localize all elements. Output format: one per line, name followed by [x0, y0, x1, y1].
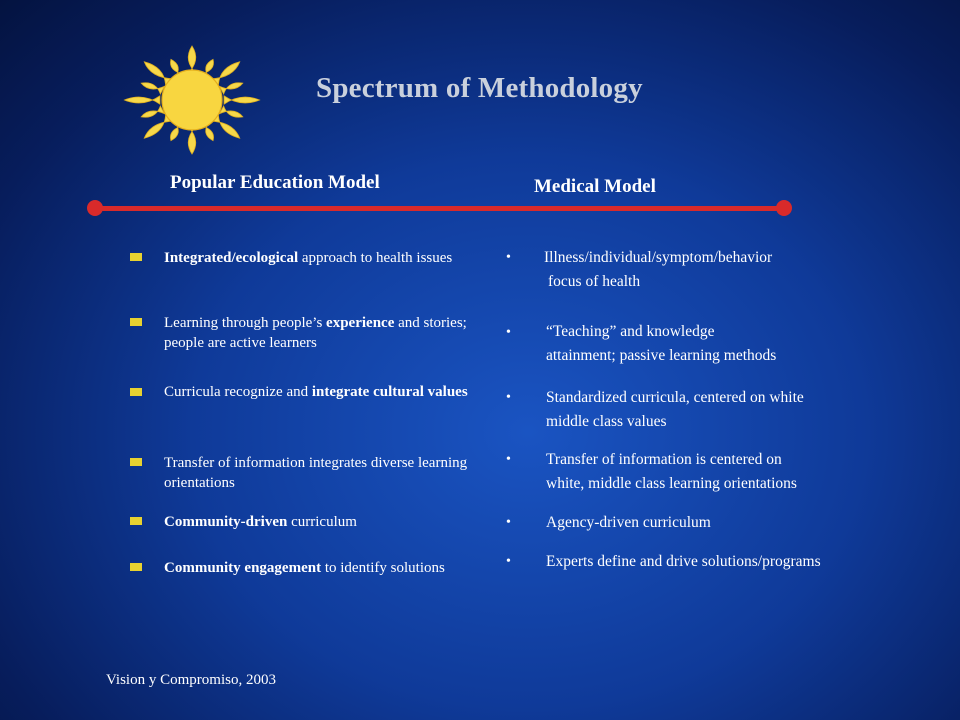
left-bullet-icon [130, 253, 142, 261]
sun-ray [220, 83, 243, 94]
right-bullet-icon: • [506, 554, 511, 569]
right-bullet-icon: • [506, 390, 511, 405]
left-item-4: Transfer of information integrates diverse learning orientations [164, 455, 468, 491]
slide-title: Spectrum of Methodology [316, 72, 643, 104]
right-item-6: Experts define and drive solutions/programs [546, 553, 821, 570]
right-item-5: Agency-driven curriculum [546, 514, 711, 531]
left-item-6: Community engagement to identify solutions [164, 560, 445, 576]
left-bullet-icon [130, 318, 142, 326]
right-bullet-icon: • [506, 515, 511, 530]
spectrum-endpoint-right [776, 200, 792, 216]
popular-education-heading: Popular Education Model [170, 172, 380, 193]
left-bullet-icon [130, 388, 142, 396]
spectrum-line [95, 206, 785, 211]
medical-model-heading: Medical Model [534, 176, 656, 197]
right-item-1: Illness/individual/symptom/behavior focus of health [544, 249, 773, 290]
sun-icon [118, 44, 266, 156]
sun-ray [224, 96, 259, 104]
right-bullet-icon: • [506, 452, 511, 467]
sun-ray [141, 83, 164, 94]
left-item-5: Community-driven curriculum [164, 514, 357, 530]
right-item-4: Transfer of information is centered on white, middle class learning orientations [546, 451, 797, 492]
left-item-1: Integrated/ecological approach to health issues [164, 250, 453, 266]
sun-ray [125, 96, 160, 104]
right-bullet-icon: • [506, 325, 511, 340]
sun-ray [220, 106, 243, 117]
left-bullet-icon [130, 517, 142, 525]
right-item-2: “Teaching” and knowledge attainment; passive learning methods [546, 323, 777, 364]
footer-citation: Vision y Compromiso, 2003 [106, 672, 276, 688]
right-bullet-icon: • [506, 250, 511, 265]
right-item-3: Standardized curricula, centered on white middle class values [546, 389, 804, 430]
sun-ray [141, 106, 164, 117]
left-bullet-icon [130, 563, 142, 571]
left-bullet-icon [130, 458, 142, 466]
left-item-3: Curricula recognize and integrate cultural values [164, 384, 468, 400]
left-item-2: Learning through people’s experience and stories; people are active learners [164, 315, 467, 351]
spectrum-endpoint-left [87, 200, 103, 216]
